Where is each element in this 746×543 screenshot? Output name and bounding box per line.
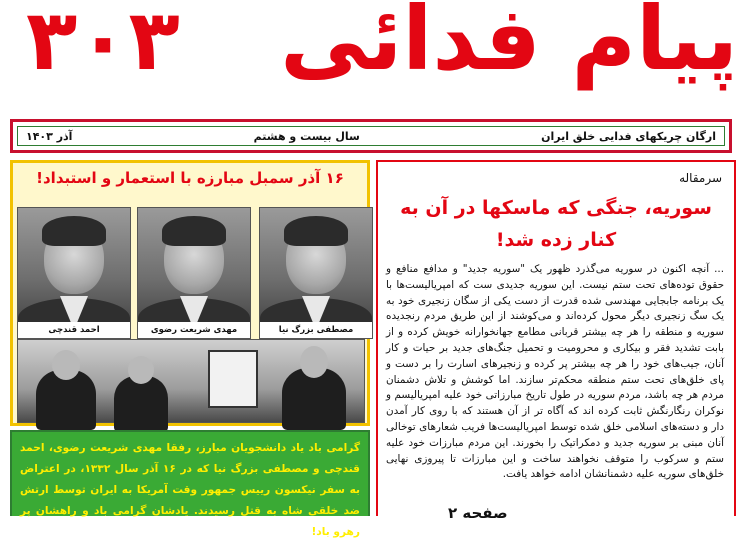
info-bar — [10, 119, 732, 153]
portrait-caption: احمد قندچی — [18, 322, 130, 338]
portrait-photo — [259, 207, 373, 339]
portrait-caption: مهدی شریعت رضوی — [138, 322, 250, 338]
tribute-caption-box — [10, 430, 370, 538]
portrait-photo — [17, 207, 131, 339]
tribute-caption-text: گرامی باد یاد دانشجویان مبارز، رفقا مهدی شریعت رضوی، احمد قندچی و مصطفی بزرگ نیا که در ۱۶ آذر سال ۱۳۳۲، در اعتراض به سفر نیکسون رییس جمهور وقت آمریکا به ایران توسط ارتش ضد خلقی شاه به قتل رسیدند. یادشان گرامی باد و راهشان پر رهرو باد! — [20, 442, 360, 538]
editorial-headline: سوریه، جنگی که ماسکها در آن به کنار زده شد! — [400, 197, 712, 251]
organization-label: ارگان چریکهای فدایی خلق ایران — [541, 129, 716, 143]
newspaper-title: پیام فدائی — [280, 0, 738, 90]
volume-label: سال بیست و هشتم — [253, 129, 360, 143]
page-reference: صفحه ۲ — [448, 504, 508, 522]
portrait-caption: مصطفی بزرگ نیا — [260, 322, 372, 338]
feature-title: ۱۶ آذر سمبل مبارزه با استعمار و استبداد! — [36, 169, 344, 187]
issue-number: ۳۰۳ — [26, 0, 180, 89]
feature-panel — [10, 160, 370, 426]
masthead — [0, 0, 746, 120]
section-label: سرمقاله — [679, 171, 722, 185]
portrait-photo — [137, 207, 251, 339]
info-bar-inner — [17, 126, 725, 146]
issue-date: آذر ۱۴۰۳ — [26, 129, 73, 143]
editorial-column — [376, 160, 736, 522]
editorial-body: ... آنچه اکنون در سوریه می‌گذرد ظهور یک "سوریه جدید" و مدافع منافع و حقوق توده‌های تحت ستم نیست. این سوریه جدیدی ست که امپریالیست‌ها با یک برنامه جابجایی مهندسی شده قدرت از دست یکی از سگان زنجیری خود به یک سگ زنجیری دیگر محول کرده‌اند و می‌کوشند از این طریق مردم رنجدیده سوریه و منطقه را هر چه بیشتر قربانی مطامع جهانخوارانه خویش کرده و از بابت تشدید فقر و بیکاری و محرومیت و تحمیل جنگ‌های جدید بر حیات و کار آنان، جیب‌های خود را هر چه بیشتر پر کرده و زنجیرهای اسارت را بر دست و پای خلق‌های تحت ستم منطقه محکم‌تر سازند. اما کوشش و تلاش دشمنان مردم هر چه باشد، مردم سوریه در طول تاریخ مبارزاتی خود علیه امپریالیسم و نوکران رنگارنگش ثابت کرده اند که آگاه تر از آن هستند که با روی کار آمدن دار و دسته‌های اسلامی خلق شده توسط امپریالیست‌ها فریب شعارهای توخالی آنان مبنی بر سوریه جدید و دمکراتیک را بخورند. این مردم مبارزات خود علیه ستم و سرکوب را متوقف نخواهند ساخت و این مبارزات تا پیروزی نهایی خلق‌های سوریه علیه دشمنانشان ادامه خواهد یافت. — [386, 263, 724, 481]
historic-photo — [17, 339, 365, 423]
